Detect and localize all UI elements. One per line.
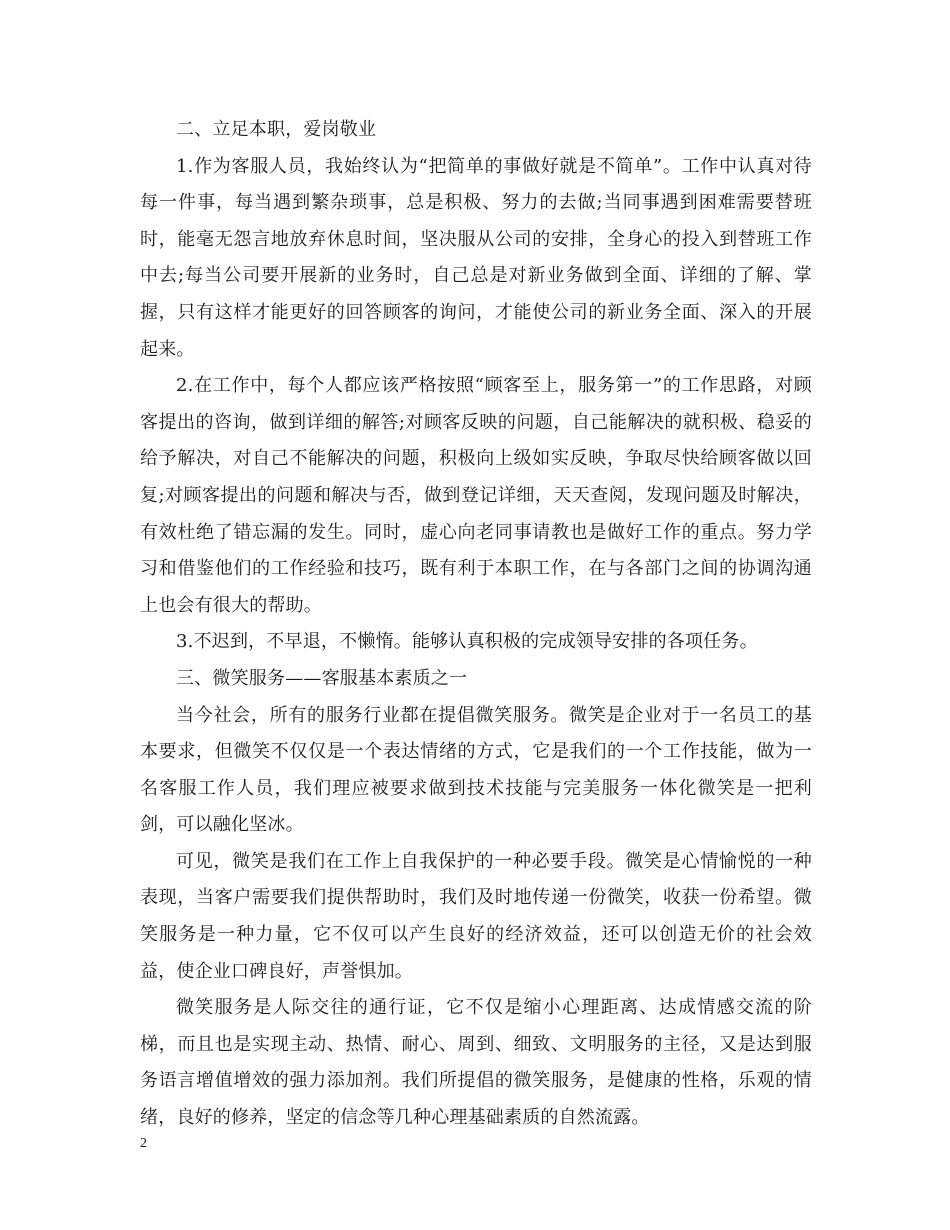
paragraph-item-3: 3.不迟到，不早退，不懒惰。能够认真积极的完成领导安排的各项任务。 bbox=[176, 631, 758, 653]
paragraph-smile-passport: 微笑服务是人际交往的通行证，它不仅是缩小心理距离、达成情感交流的阶梯，而且也是实现主动、热情、耐心、周到、细致、文明服务的主径，又是达到服务语言增值增效的强力添加剂。我们所提倡的微笑服务，是健康的性格，乐观的情绪，良好的修养，坚定的信念等几种心理基础素质的自然流露。 bbox=[140, 997, 812, 1129]
paragraph-smile-benefit: 可见，微笑是我们在工作上自我保护的一种必要手段。微笑是心情愉悦的一种表现，当客户需要我们提供帮助时，我们及时地传递一份微笑，收获一份希望。微笑服务是一种力量，它不仅可以产生良好的经济效益，还可以创造无价的社会效益，使企业口碑良好，声誉惧加。 bbox=[140, 850, 812, 982]
paragraph-smile-intro: 当今社会，所有的服务行业都在提倡微笑服务。微笑是企业对于一名员工的基本要求，但微笑不仅仅是一个表达情绪的方式，它是我们的一个工作技能，做为一名客服工作人员，我们理应被要求做到技术技能与完美服务一体化微笑是一把利剑，可以融化坚冰。 bbox=[140, 704, 812, 836]
section-heading-two: 二、立足本职，爱岗敬业 bbox=[176, 119, 377, 140]
section-heading-three: 三、微笑服务——客服基本素质之一 bbox=[176, 667, 468, 689]
document-body bbox=[140, 112, 812, 1137]
paragraph-item-1: 1.作为客服人员，我始终认为“把简单的事做好就是不简单”。工作中认真对待每一件事，每当遇到繁杂琐事，总是积极、努力的去做;当同事遇到困难需要替班时，能毫无怨言地放弃休息时间，坚决服从公司的安排，全身心的投入到替班工作中去;每当公司要开展新的业务时，自己总是对新业务做到全面、详细的了解、掌握，只有这样才能更好的回答顾客的询问，才能使公司的新业务全面、深入的开展起来。 bbox=[140, 155, 812, 360]
paragraph-item-2: 2.在工作中，每个人都应该严格按照“顾客至上，服务第一”的工作思路，对顾客提出的咨询，做到详细的解答;对顾客反映的问题，自己能解决的就积极、稳妥的给予解决，对自己不能解决的问题，积极向上级如实反映，争取尽快给顾客做以回复;对顾客提出的问题和解决与否，做到登记详细，天天查阅，发现问题及时解决，有效杜绝了错忘漏的发生。同时，虚心向老同事请教也是做好工作的重点。努力学习和借鉴他们的工作经验和技巧，既有利于本职工作，在与各部门之间的协调沟通上也会有很大的帮助。 bbox=[140, 375, 812, 616]
page-number: 2 bbox=[140, 1136, 147, 1151]
